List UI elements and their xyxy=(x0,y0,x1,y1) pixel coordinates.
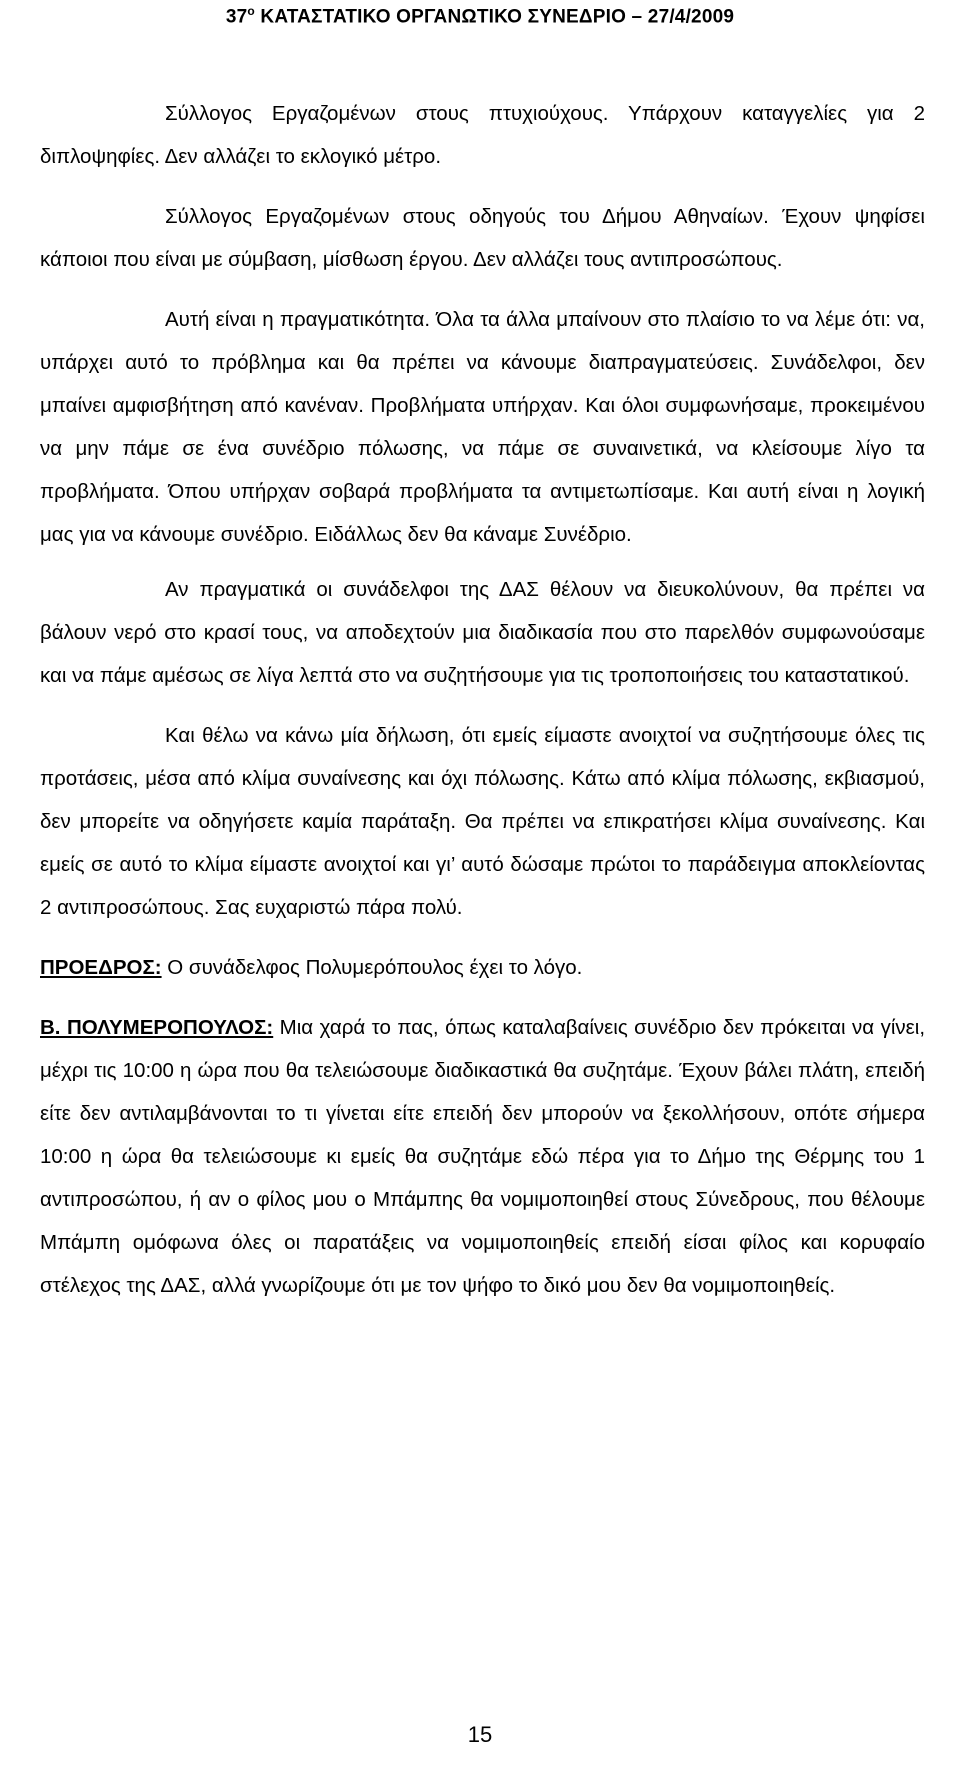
paragraph-3: Αυτή είναι η πραγματικότητα. Όλα τα άλλα μπαίνουν στο πλαίσιο το να λέμε ότι: να, υπάρχει αυτό το πρόβλημα και θα πρέπει να κάνουμε διαπραγματεύσεις. Συνάδελφοι, δεν μπαίνει αμφισβήτηση από κανέναν. Προβλήματα υπήρχαν. Και όλοι συμφωνήσαμε, προκειμένου να μην πάμε σε ένα συνέδριο πόλωσης, να πάμε σε συναινετικά, να κλείσουμε λίγο τα προβλήματα. Όπου υπήρχαν σοβαρά προβλήματα τα αντιμετωπίσαμε. Και αυτή είναι η λογική μας για να κάνουμε συνέδριο. Ειδάλλως δεν θα κάναμε Συνέδριο. xyxy=(40,308,925,546)
page-number: 15 xyxy=(467,1722,493,1747)
header-title: ΚΑΤΑΣΤΑΤΙΚΟ ΟΡΓΑΝΩΤΙΚΟ ΣΥΝΕΔΡΙΟ – 27/4/2009 xyxy=(254,6,735,28)
speech-text: Μια χαρά το πας, όπως καταλαβαίνεις συνέδριο δεν πρόκειται να γίνει, μέχρι τις 10:00 η ώρα που θα τελειώσουμε διαδικαστικά θα συζητάμε. Έχουν βάλει πλάτη, επειδή είτε δεν αντιλαμβάνονται το τι γίνεται είτε επειδή δεν μπορούν να ξεκολλήσουν, οπότε σήμερα 10:00 η ώρα θα τελειώσουμε κι εμείς θα συζητάμε εδώ πέρα για το Δήμο της Θέρμης του 1 αντιπροσώπου, ή αν ο φίλος μου ο Μπάμπης θα νομιμοποιηθεί στους Σύνεδρους, που θέλουμε Μπάμπη ομόφωνα όλες οι παρατάξεις να νομιμοποιηθείς επειδή είσαι φίλος και κορυφαίο στέλεχος της ΔΑΣ, αλλά γνωρίζουμε ότι με τον ψήφο το δικό μου δεν θα νομιμοποιηθείς. xyxy=(40,1016,926,1297)
paragraph-1: Σύλλογος Εργαζομένων στους πτυχιούχους. Υπάρχουν καταγγελίες για 2 διπλοψηφίες. Δεν αλλάζει το εκλογικό μέτρο. xyxy=(40,102,925,168)
chair-text: Ο συνάδελφος Πολυμερόπουλος έχει το λόγο. xyxy=(161,956,583,979)
speaker-label-chair: ΠΡΟΕΔΡΟΣ: xyxy=(40,956,162,979)
chair-statement xyxy=(40,946,925,989)
paragraph-5: Και θέλω να κάνω μία δήλωση, ότι εμείς είμαστε ανοιχτοί να συζητήσουμε όλες τις προτάσεις, μέσα από κλίμα συναίνεσης και όχι πόλωσης. Κάτω από κλίμα πόλωσης, εκβιασμού, δεν μπορείτε να οδηγήσετε καμία παράταξη. Θα πρέπει να επικρατήσει κλίμα συναίνεσης. Και εμείς σε αυτό το κλίμα είμαστε ανοιχτοί και γι’ αυτό δώσαμε πρώτοι το παράδειγμα αποκλείοντας 2 αντιπροσώπους. Σας ευχαριστώ πάρα πολύ. xyxy=(40,724,925,919)
speech-statement xyxy=(40,1006,925,1307)
document-body xyxy=(40,92,925,1307)
header-ordinal: 37 xyxy=(225,6,248,28)
speaker-label-polymeropoulos: Β. ΠΟΛΥΜΕΡΟΠΟΥΛΟΣ: xyxy=(40,1016,274,1039)
paragraph-2: Σύλλογος Εργαζομένων στους οδηγούς του Δήμου Αθηναίων. Έχουν ψηφίσει κάποιοι που είναι με σύμβαση, μίσθωση έργου. Δεν αλλάζει τους αντιπροσώπους. xyxy=(40,205,925,271)
header-ordinal-suffix: o xyxy=(247,4,255,18)
running-header xyxy=(0,4,960,28)
paragraph-4: Αν πραγματικά οι συνάδελφοι της ΔΑΣ θέλουν να διευκολύνουν, θα πρέπει να βάλουν νερό στο κρασί τους, να αποδεχτούν μια διαδικασία που στο παρελθόν συμφωνούσαμε και να πάμε αμέσως σε λίγα λεπτά στο να συζητήσουμε για τις τροποποιήσεις του καταστατικού. xyxy=(40,578,925,687)
